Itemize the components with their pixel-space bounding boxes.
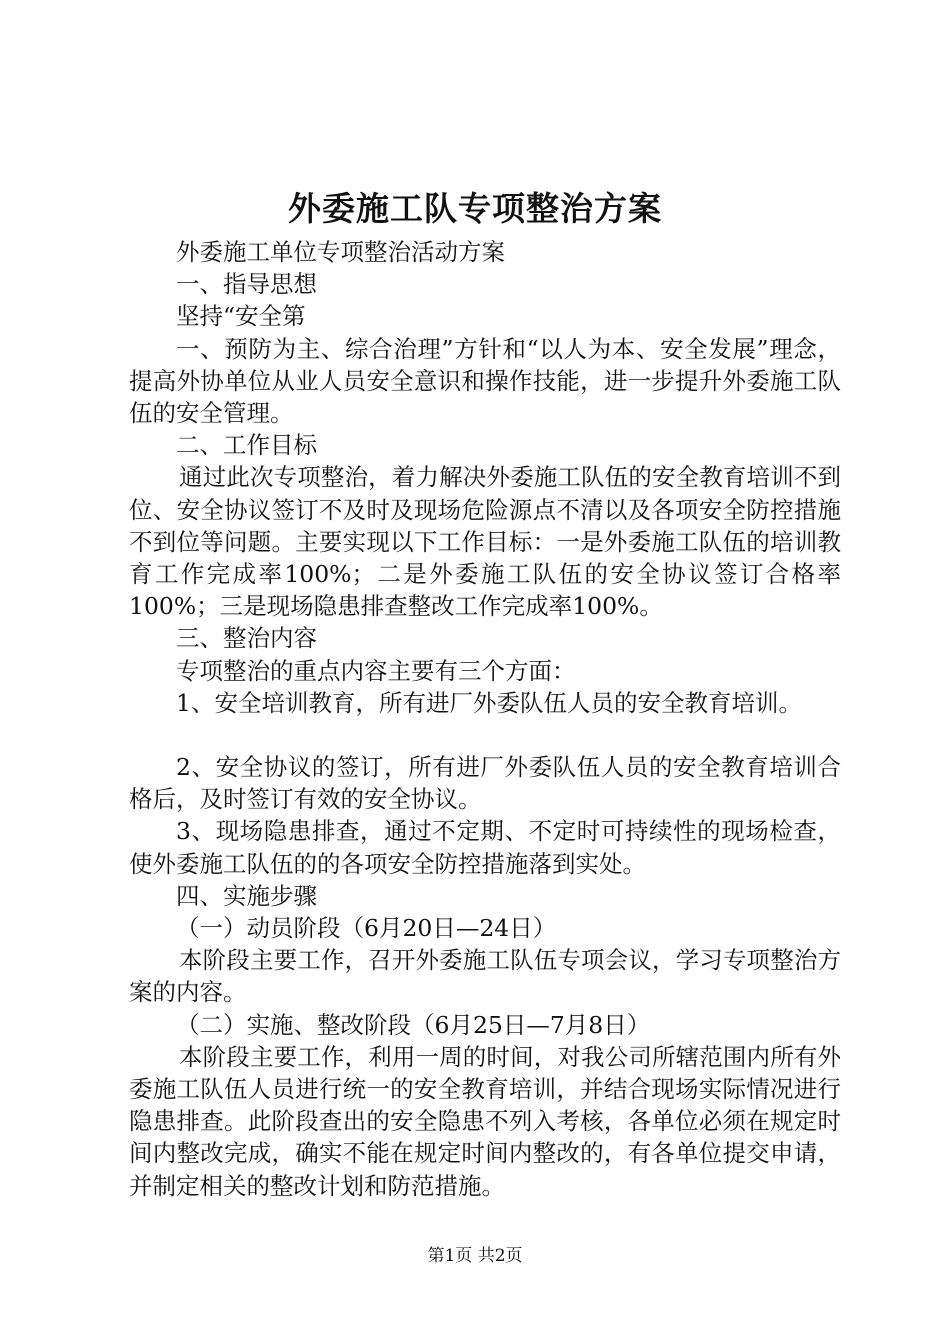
paragraph-1a: 坚持“安全第 (176, 302, 306, 331)
section-heading-3: 三、整治内容 (176, 624, 317, 653)
list-item-1: 1、安全培训教育，所有进厂外委队伍人员的安全教育培训。 (176, 688, 802, 717)
list-item-2: 2、安全协议的签订，所有进厂外委队伍人员的安全教育培训合格后，及时签订有效的安全协议。 (129, 753, 841, 814)
document-title: 外委施工队专项整治方案 (288, 189, 662, 228)
page-footer: 第1页 共2页 (427, 1246, 523, 1266)
list-item-3: 3、现场隐患排查，通过不定期、不定时可持续性的现场检查，使外委施工队伍的的各项安全防控措施落到实处。 (129, 817, 841, 878)
paragraph-step-2: 本阶段主要工作，利用一周的时间，对我公司所辖范围内所有外委施工队伍人员进行统一的安全教育培训，并结合现场实际情况进行隐患排查。此阶段查出的安全隐患不列入考核，各单位必须在规定时间内整改完成，确实不能在规定时间内整改的，有各单位提交申请，并制定相关的整改计划和防范措施。 (129, 1042, 841, 1200)
section-heading-1: 一、指导思想 (176, 270, 317, 299)
section-heading-4: 四、实施步骤 (176, 881, 317, 910)
paragraph-subtitle: 外委施工单位专项整治活动方案 (176, 238, 505, 266)
paragraph-1b: 一、预防为主、综合治理”方针和“以人为本、安全发展”理念，提高外协单位从业人员安全意识和操作技能，进一步提升外委施工队伍的安全管理。 (129, 334, 841, 428)
paragraph-gap (129, 719, 841, 751)
section-heading-2: 二、工作目标 (176, 431, 317, 460)
paragraph-step-1: 本阶段主要工作，召开外委施工队伍专项会议，学习专项整治方案的内容。 (129, 946, 841, 1007)
paragraph-2: 通过此次专项整治，着力解决外委施工队伍的安全教育培训不到位、安全协议签订不及时及现场危险源点不清以及各项安全防控措施不到位等问题。主要实现以下工作目标：一是外委施工队伍的培训教育工作完成率100%；二是外委施工队伍的安全协议签订合格率100%；三是现场隐患排查整改工作完成率100%。 (129, 463, 841, 621)
step-heading-1: （一）动员阶段（6月20日—24日） (176, 914, 557, 943)
document-body (129, 236, 841, 1202)
paragraph-3-intro: 专项整治的重点内容主要有三个方面： (176, 656, 576, 685)
step-heading-2: （二）实施、整改阶段（6月25日—7月8日） (176, 1010, 651, 1039)
